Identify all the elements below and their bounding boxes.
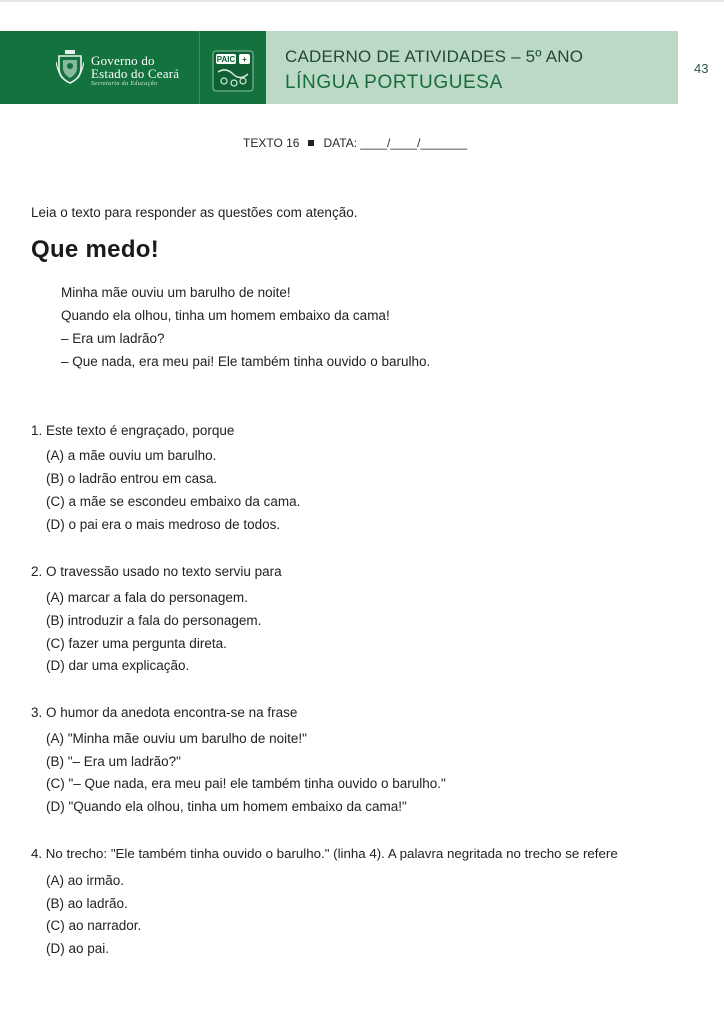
story-title: Que medo!: [31, 236, 160, 263]
question-3-option-a: (A) "Minha mãe ouviu um barulho de noite!": [46, 731, 307, 746]
question-3-option-c: (C) "– Que nada, era meu pai! ele também tinha ouvido o barulho.": [46, 776, 446, 791]
question-2-option-a: (A) marcar a fala do personagem.: [46, 590, 248, 605]
question-4-option-c: (C) ao narrador.: [46, 918, 142, 933]
notebook-title: CADERNO DE ATIVIDADES – 5º ANO: [285, 47, 584, 66]
question-4: 4. No trecho: "Ele também tinha ouvido o barulho." (linha 4). A palavra negritada no trecho se refere: [31, 846, 618, 861]
texto-date-line: [243, 136, 467, 150]
question-3: 3. O humor da anedota encontra-se na frase: [31, 705, 298, 720]
paic-logo-icon: [212, 50, 254, 92]
question-4-option-a: (A) ao irmão.: [46, 873, 125, 888]
question-1-option-b: (B) o ladrão entrou em casa.: [46, 471, 218, 486]
question-3-option-d: (D) "Quando ela olhou, tinha um homem embaixo da cama!": [46, 799, 407, 814]
instruction-text: Leia o texto para responder as questões com atenção.: [31, 205, 358, 220]
texto-label: TEXTO 16: [243, 136, 300, 150]
subject-title: LÍNGUA PORTUGUESA: [285, 72, 503, 93]
svg-text:+: +: [242, 55, 247, 64]
question-1-option-d: (D) o pai era o mais medroso de todos.: [46, 517, 281, 532]
government-name-line1: Governo do: [91, 53, 155, 68]
question-2-option-c: (C) fazer uma pergunta direta.: [46, 636, 227, 651]
secretariat-name: Secretaria da Educação: [91, 81, 158, 87]
question-1: 1. Este texto é engraçado, porque: [31, 423, 235, 438]
date-field: DATA: ____/____/_______: [323, 136, 468, 150]
question-4-option-d: (D) ao pai.: [46, 941, 110, 956]
story-line: Quando ela olhou, tinha um homem embaixo da cama!: [61, 308, 390, 323]
question-2-option-d: (D) dar uma explicação.: [46, 658, 190, 673]
page-number: 43: [694, 61, 709, 76]
paic-logo-label: PAIC: [216, 55, 236, 64]
coat-of-arms-icon: [56, 50, 84, 84]
header-divider: [199, 31, 200, 104]
top-rule: [0, 0, 724, 2]
question-3-option-b: (B) "– Era um ladrão?": [46, 754, 181, 769]
story-line: Minha mãe ouviu um barulho de noite!: [61, 285, 291, 300]
story-line: – Que nada, era meu pai! Ele também tinha ouvido o barulho.: [61, 354, 431, 369]
question-4-option-b: (B) ao ladrão.: [46, 896, 128, 911]
square-bullet-icon: [308, 140, 314, 146]
question-2-option-b: (B) introduzir a fala do personagem.: [46, 613, 262, 628]
story-line: – Era um ladrão?: [61, 331, 165, 346]
question-1-option-c: (C) a mãe se escondeu embaixo da cama.: [46, 494, 301, 509]
question-1-option-a: (A) a mãe ouviu um barulho.: [46, 448, 217, 463]
question-2: 2. O travessão usado no texto serviu para: [31, 564, 282, 579]
government-name-line2: Estado do Ceará: [91, 66, 180, 81]
